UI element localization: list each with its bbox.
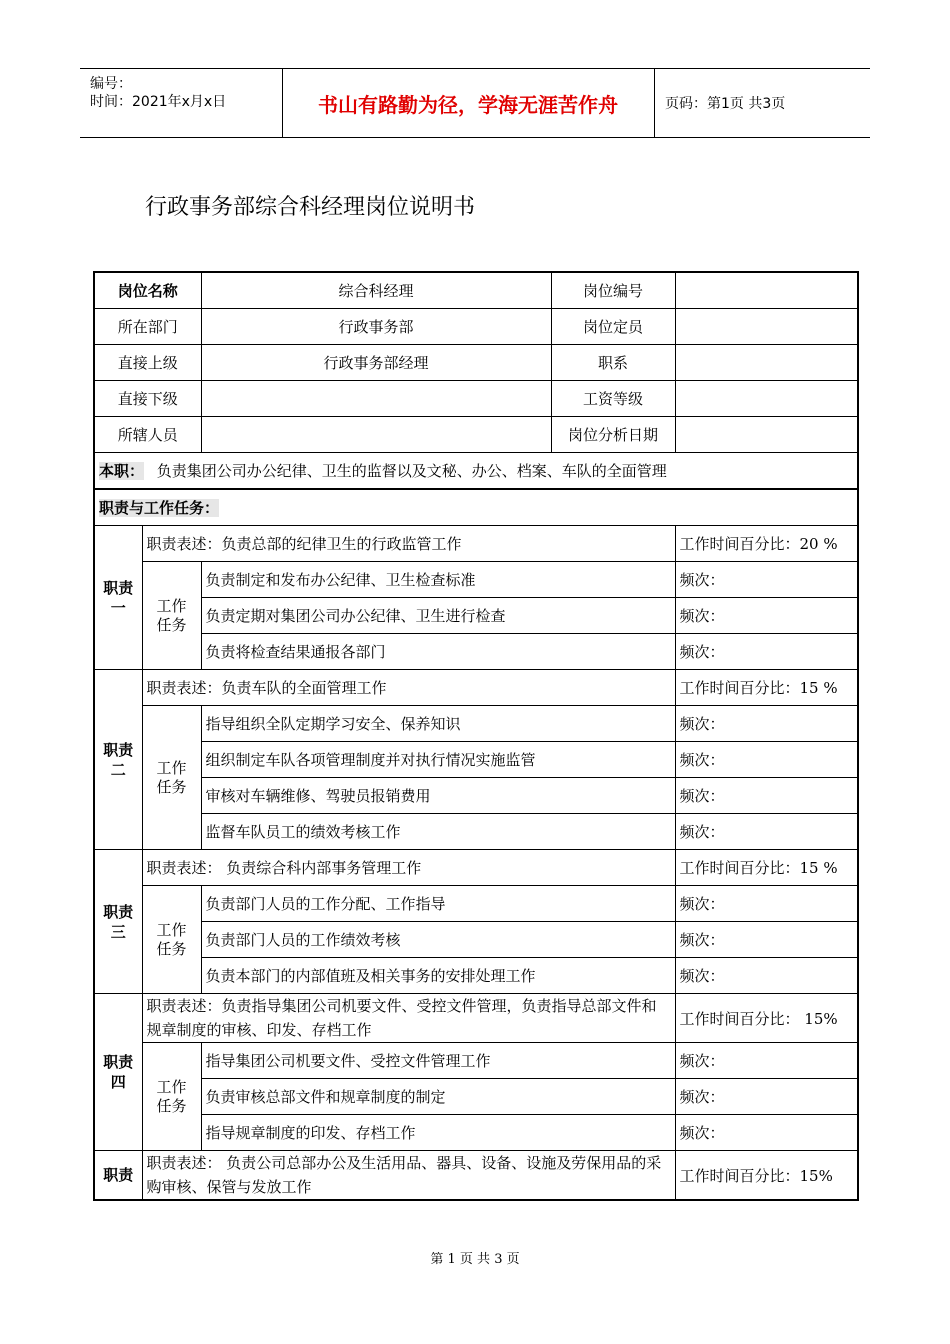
info-row-subordinate: [94, 381, 858, 417]
duty-percent: 工作时间百分比：15%: [675, 1151, 858, 1201]
duty-name: 职责三: [94, 850, 142, 994]
task-frequency: 频次：: [675, 1043, 858, 1079]
page-header: [80, 68, 870, 138]
duty-percent: 工作时间百分比： 15%: [675, 994, 858, 1043]
task-frequency: 频次：: [675, 886, 858, 922]
task-row: [94, 742, 858, 778]
code-label: 岗位编号: [551, 272, 675, 309]
analysis-date-label: 岗位分析日期: [551, 417, 675, 453]
task-label: 工作任务: [142, 886, 201, 994]
duty-desc-row: [94, 850, 858, 886]
duty-percent: 工作时间百分比：20 %: [675, 526, 858, 562]
task-row: [94, 1115, 858, 1151]
staff-label: 所辖人员: [94, 417, 201, 453]
duty-name: 职责二: [94, 670, 142, 850]
task-text: 指导集团公司机要文件、受控文件管理工作: [201, 1043, 675, 1079]
task-frequency: 频次：: [675, 634, 858, 670]
duties-label-row: [94, 489, 858, 526]
task-row: [94, 778, 858, 814]
duty-desc-row: [94, 1151, 858, 1201]
grade-label: 工资等级: [551, 381, 675, 417]
duty-description: 职责表述：负责车队的全面管理工作: [142, 670, 675, 706]
dept-value: 行政事务部: [201, 309, 551, 345]
info-row-superior: [94, 345, 858, 381]
task-text: 负责审核总部文件和规章制度的制定: [201, 1079, 675, 1115]
info-row-dept: [94, 309, 858, 345]
task-frequency: 频次：: [675, 778, 858, 814]
info-row-name: [94, 272, 858, 309]
code-value: [675, 272, 858, 309]
task-text: 负责部门人员的工作分配、工作指导: [201, 886, 675, 922]
core-label: 本职：: [99, 462, 145, 480]
code-label: 编号：: [90, 76, 132, 92]
task-frequency: 频次：: [675, 562, 858, 598]
superior-label: 直接上级: [94, 345, 201, 381]
task-text: 负责定期对集团公司办公纪律、卫生进行检查: [201, 598, 675, 634]
analysis-date-value: [675, 417, 858, 453]
task-frequency: 频次：: [675, 922, 858, 958]
info-row-staff: [94, 417, 858, 453]
duty-desc-row: [94, 526, 858, 562]
duty-desc-row: [94, 670, 858, 706]
task-row: [94, 886, 858, 922]
task-label: 工作任务: [142, 1043, 201, 1151]
task-frequency: 频次：: [675, 742, 858, 778]
duty-description: 职责表述：负责指导集团公司机要文件、受控文件管理，负责指导总部文件和规章制度的审核、印发、存档工作: [142, 994, 675, 1043]
task-row: [94, 922, 858, 958]
job-description-table: [93, 271, 859, 1201]
duty-percent: 工作时间百分比：15 %: [675, 670, 858, 706]
task-frequency: 频次：: [675, 814, 858, 850]
task-frequency: 频次：: [675, 706, 858, 742]
headcount-value: [675, 309, 858, 345]
task-row: [94, 598, 858, 634]
page-title: 行政事务部综合科经理岗位说明书: [145, 195, 476, 220]
task-text: 指导规章制度的印发、存档工作: [201, 1115, 675, 1151]
task-frequency: 频次：: [675, 598, 858, 634]
task-row: [94, 634, 858, 670]
duty-description: 职责表述： 负责综合科内部事务管理工作: [142, 850, 675, 886]
task-text: 组织制定车队各项管理制度并对执行情况实施监管: [201, 742, 675, 778]
core-row: [94, 453, 858, 490]
dept-label: 所在部门: [94, 309, 201, 345]
task-label: 工作任务: [142, 706, 201, 850]
name-value: 综合科经理: [201, 272, 551, 309]
task-text: 负责本部门的内部值班及相关事务的安排处理工作: [201, 958, 675, 994]
duty-description: 职责表述： 负责公司总部办公及生活用品、器具、设备、设施及劳保用品的采购审核、保管与发放工作: [142, 1151, 675, 1201]
task-row: [94, 814, 858, 850]
task-frequency: 频次：: [675, 958, 858, 994]
task-text: 监督车队员工的绩效考核工作: [201, 814, 675, 850]
duty-description: 职责表述：负责总部的纪律卫生的行政监管工作: [142, 526, 675, 562]
page-info: 页码：第1页 共3页: [665, 96, 786, 112]
name-label: 岗位名称: [94, 272, 201, 309]
task-row: [94, 1079, 858, 1115]
task-row: [94, 706, 858, 742]
duty-name: 职责四: [94, 994, 142, 1151]
staff-value: [201, 417, 551, 453]
task-label: 工作任务: [142, 562, 201, 670]
task-frequency: 频次：: [675, 1115, 858, 1151]
page-footer: 第 1 页 共 3 页: [430, 1252, 520, 1267]
date-label: 时间：2021年x月x日: [90, 94, 227, 110]
duty-name: 职责: [94, 1151, 142, 1201]
series-value: [675, 345, 858, 381]
series-label: 职系: [551, 345, 675, 381]
duty-desc-row: [94, 994, 858, 1043]
task-frequency: 频次：: [675, 1079, 858, 1115]
headcount-label: 岗位定员: [551, 309, 675, 345]
task-text: 负责将检查结果通报各部门: [201, 634, 675, 670]
subordinate-label: 直接下级: [94, 381, 201, 417]
task-row: [94, 562, 858, 598]
task-row: [94, 958, 858, 994]
subordinate-value: [201, 381, 551, 417]
task-row: [94, 1043, 858, 1079]
duty-name: 职责一: [94, 526, 142, 670]
duties-label: 职责与工作任务：: [99, 499, 220, 517]
duty-percent: 工作时间百分比：15 %: [675, 850, 858, 886]
grade-value: [675, 381, 858, 417]
motto: 书山有路勤为径，学海无涯苦作舟: [282, 69, 655, 137]
task-text: 负责部门人员的工作绩效考核: [201, 922, 675, 958]
task-text: 指导组织全队定期学习安全、保养知识: [201, 706, 675, 742]
core-text: 负责集团公司办公纪律、卫生的监督以及文秘、办公、档案、车队的全面管理: [156, 462, 667, 480]
task-text: 审核对车辆维修、驾驶员报销费用: [201, 778, 675, 814]
header-meta: [80, 69, 283, 137]
task-text: 负责制定和发布办公纪律、卫生检查标准: [201, 562, 675, 598]
superior-value: 行政事务部经理: [201, 345, 551, 381]
